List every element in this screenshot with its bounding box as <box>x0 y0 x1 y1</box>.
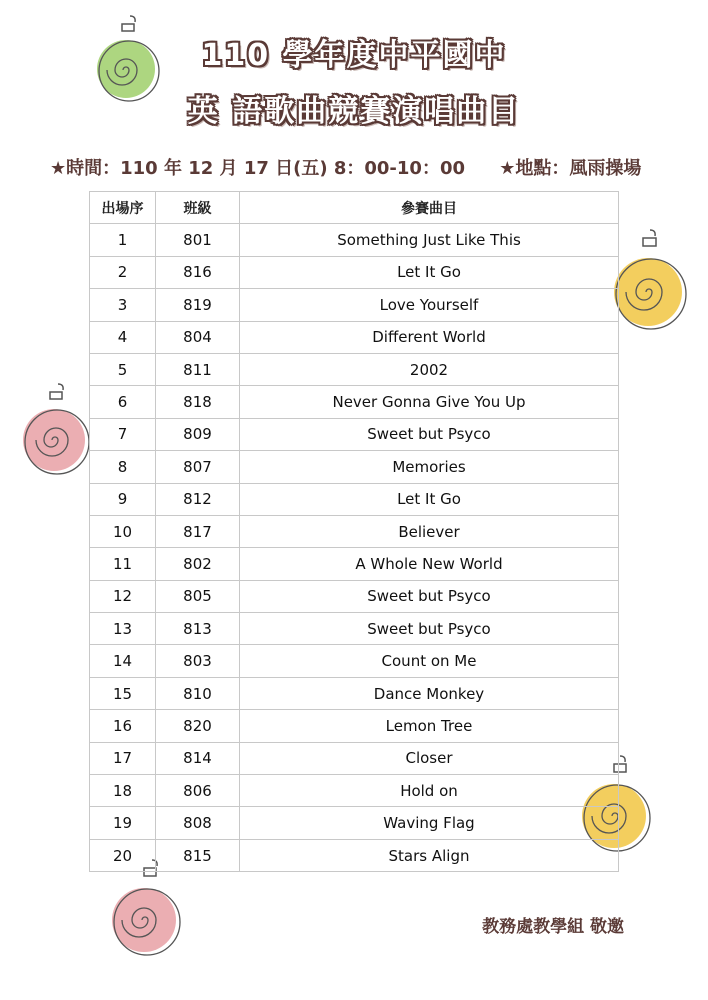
song-cell: Let It Go <box>240 256 619 288</box>
order-cell: 19 <box>90 807 156 839</box>
yellow-ornament-icon <box>610 228 690 332</box>
table-row <box>90 483 619 515</box>
order-cell: 3 <box>90 289 156 321</box>
song-cell: Different World <box>240 321 619 353</box>
class-cell: 819 <box>156 289 240 321</box>
song-cell: Waving Flag <box>240 807 619 839</box>
order-cell: 1 <box>90 224 156 256</box>
order-cell: 20 <box>90 839 156 871</box>
class-cell: 810 <box>156 677 240 709</box>
table-header-row <box>90 192 619 224</box>
page-title: 110 學年度中平國中 <box>201 38 507 73</box>
pink-ornament-icon <box>106 858 182 958</box>
table-row <box>90 451 619 483</box>
class-cell: 807 <box>156 451 240 483</box>
order-cell: 4 <box>90 321 156 353</box>
table-row <box>90 645 619 677</box>
song-cell: Sweet but Psyco <box>240 418 619 450</box>
table-row <box>90 580 619 612</box>
song-cell: A Whole New World <box>240 548 619 580</box>
table-row <box>90 224 619 256</box>
class-cell: 813 <box>156 613 240 645</box>
table-row <box>90 677 619 709</box>
order-cell: 11 <box>90 548 156 580</box>
song-cell: Lemon Tree <box>240 710 619 742</box>
class-cell: 801 <box>156 224 240 256</box>
song-cell: Stars Align <box>240 839 619 871</box>
order-cell: 14 <box>90 645 156 677</box>
order-cell: 8 <box>90 451 156 483</box>
order-cell: 10 <box>90 515 156 547</box>
table-row <box>90 386 619 418</box>
order-cell: 7 <box>90 418 156 450</box>
class-cell: 803 <box>156 645 240 677</box>
class-cell: 808 <box>156 807 240 839</box>
header-order: 出場序 <box>90 192 156 224</box>
class-cell: 815 <box>156 839 240 871</box>
song-cell: 2002 <box>240 353 619 385</box>
table-row <box>90 321 619 353</box>
order-cell: 12 <box>90 580 156 612</box>
class-cell: 814 <box>156 742 240 774</box>
order-cell: 6 <box>90 386 156 418</box>
order-cell: 15 <box>90 677 156 709</box>
class-cell: 809 <box>156 418 240 450</box>
class-cell: 806 <box>156 775 240 807</box>
header-class: 班級 <box>156 192 240 224</box>
class-cell: 817 <box>156 515 240 547</box>
table-row <box>90 613 619 645</box>
song-cell: Something Just Like This <box>240 224 619 256</box>
order-cell: 9 <box>90 483 156 515</box>
song-cell: Let It Go <box>240 483 619 515</box>
class-cell: 818 <box>156 386 240 418</box>
pink-ornament-icon <box>18 382 90 478</box>
event-info <box>50 154 668 180</box>
event-time: ★時間：110 年 12 月 17 日(五) 8：00-10：00 <box>50 158 466 179</box>
table-row <box>90 807 619 839</box>
table-row <box>90 353 619 385</box>
class-cell: 804 <box>156 321 240 353</box>
table-row <box>90 742 619 774</box>
class-cell: 820 <box>156 710 240 742</box>
class-cell: 812 <box>156 483 240 515</box>
table-row <box>90 515 619 547</box>
performance-table <box>89 191 619 872</box>
table-row <box>90 775 619 807</box>
song-cell: Closer <box>240 742 619 774</box>
header-song: 參賽曲目 <box>240 192 619 224</box>
class-cell: 811 <box>156 353 240 385</box>
event-place: ★地點：風雨操場 <box>499 158 642 179</box>
table-row <box>90 289 619 321</box>
order-cell: 13 <box>90 613 156 645</box>
song-cell: Love Yourself <box>240 289 619 321</box>
song-cell: Sweet but Psyco <box>240 580 619 612</box>
class-cell: 802 <box>156 548 240 580</box>
organizer-signature: 教務處教學組 敬邀 <box>482 917 624 937</box>
order-cell: 5 <box>90 353 156 385</box>
song-cell: Count on Me <box>240 645 619 677</box>
song-cell: Dance Monkey <box>240 677 619 709</box>
order-cell: 17 <box>90 742 156 774</box>
table-row <box>90 418 619 450</box>
table-row <box>90 256 619 288</box>
table-row <box>90 839 619 871</box>
order-cell: 16 <box>90 710 156 742</box>
page-subtitle: 英 語歌曲競賽演唱曲目 <box>187 94 521 129</box>
song-cell: Hold on <box>240 775 619 807</box>
order-cell: 18 <box>90 775 156 807</box>
table-row <box>90 548 619 580</box>
table-body <box>90 224 619 872</box>
table-row <box>90 710 619 742</box>
class-cell: 805 <box>156 580 240 612</box>
order-cell: 2 <box>90 256 156 288</box>
song-cell: Never Gonna Give You Up <box>240 386 619 418</box>
song-cell: Sweet but Psyco <box>240 613 619 645</box>
song-cell: Memories <box>240 451 619 483</box>
song-cell: Believer <box>240 515 619 547</box>
class-cell: 816 <box>156 256 240 288</box>
